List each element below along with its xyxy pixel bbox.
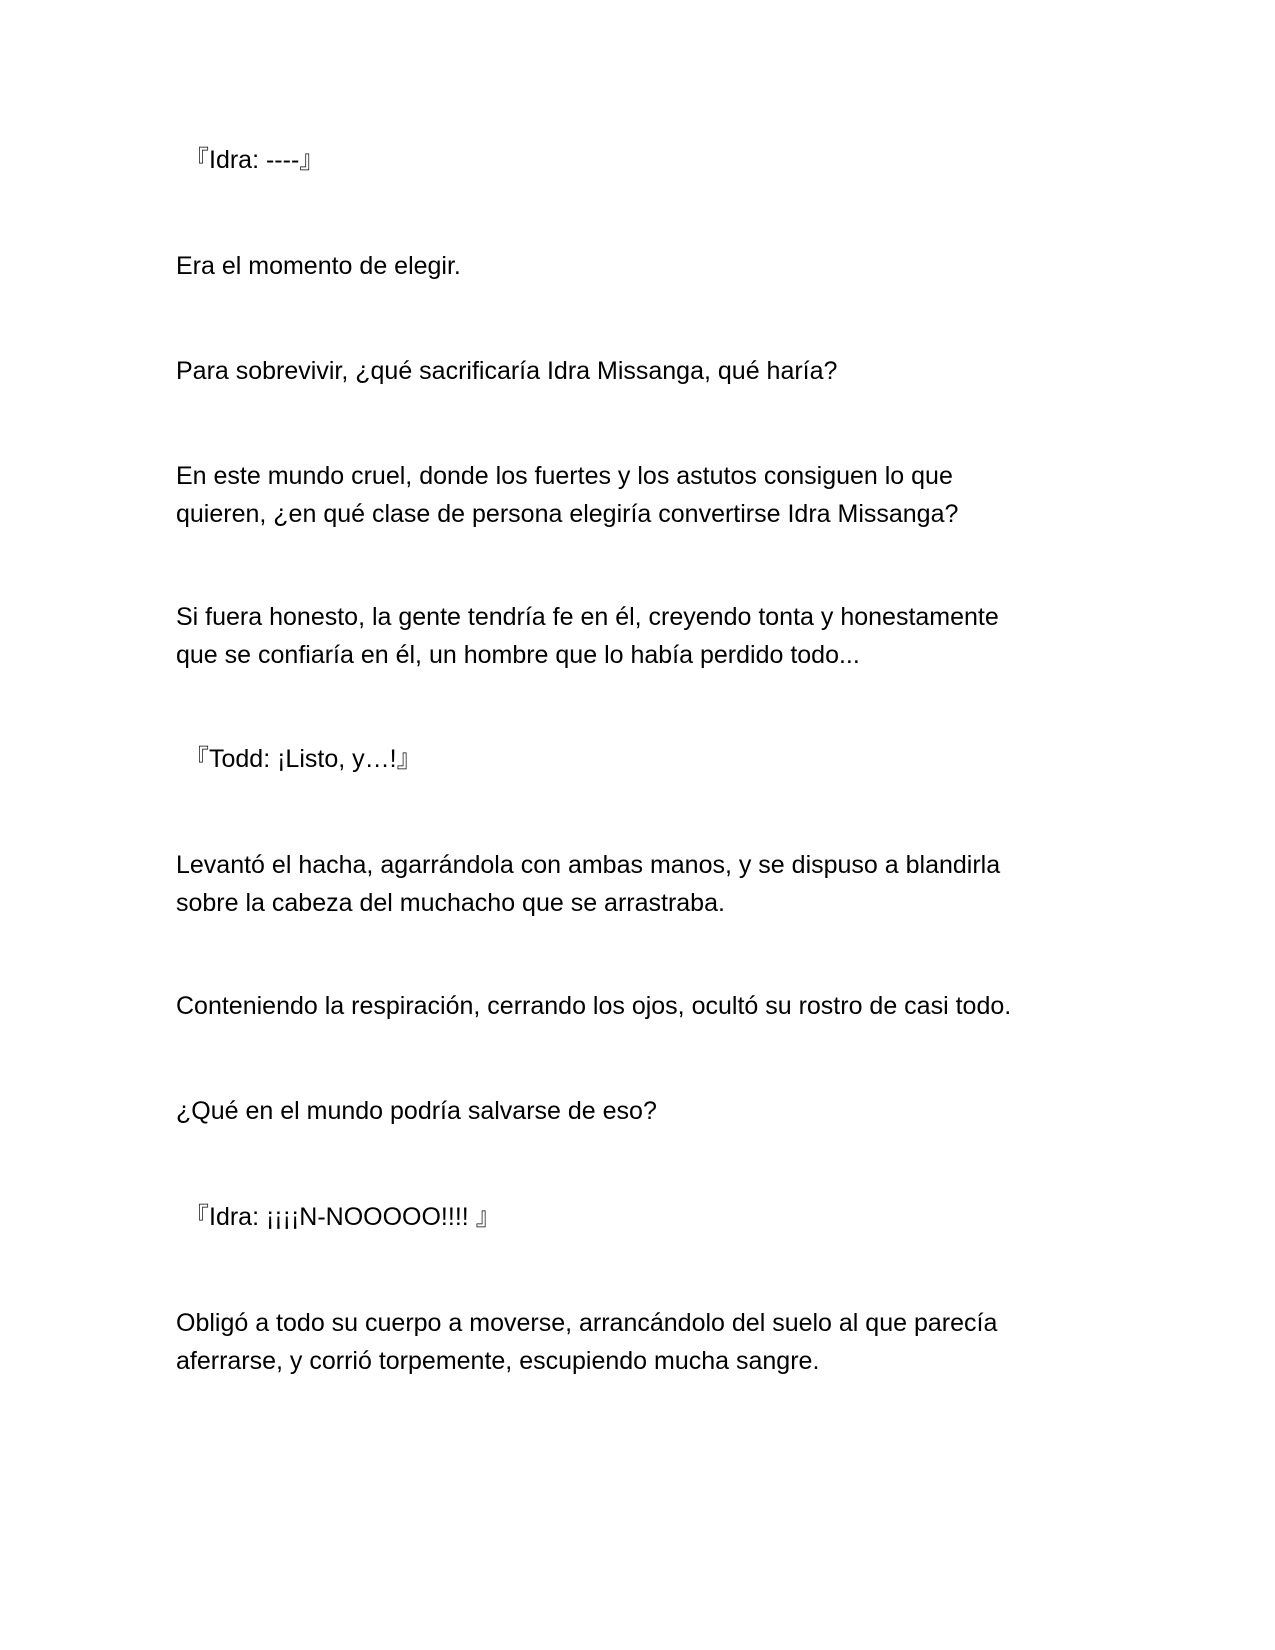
paragraph-line: que se confiaría en él, un hombre que lo había perdido todo... [176, 641, 860, 669]
narration-paragraph [176, 247, 1076, 285]
paragraph-line: Obligó a todo su cuerpo a moverse, arrancándolo del suelo al que parecía [176, 1309, 998, 1337]
paragraph-text: ¿Qué en el mundo podría salvarse de eso? [176, 1097, 657, 1125]
paragraph-text: Era el momento de elegir. [176, 252, 461, 280]
paragraph-line: Si fuera honesto, la gente tendría fe en él, creyendo tonta y honestamente [176, 603, 999, 631]
narration-paragraph [176, 598, 1076, 674]
paragraph-line: En este mundo cruel, donde los fuertes y los astutos consiguen lo que [176, 462, 953, 490]
narration-paragraph [176, 457, 1076, 533]
narration-paragraph [176, 987, 1076, 1025]
narration-paragraph [176, 1304, 1076, 1380]
paragraph-line: aferrarse, y corrió torpemente, escupiendo mucha sangre. [176, 1347, 820, 1375]
paragraph-line: sobre la cabeza del muchacho que se arrastraba. [176, 889, 725, 917]
narration-paragraph [176, 846, 1076, 922]
narration-paragraph [176, 1092, 1076, 1130]
paragraph-line: quieren, ¿en qué clase de persona elegiría convertirse Idra Missanga? [176, 500, 959, 528]
narration-paragraph [176, 352, 1076, 390]
dialogue-line [184, 141, 1084, 179]
paragraph-text: Para sobrevivir, ¿qué sacrificaría Idra Missanga, qué haría? [176, 357, 838, 385]
dialogue-line [184, 740, 1084, 778]
paragraph-line: Levantó el hacha, agarrándola con ambas manos, y se dispuso a blandirla [176, 851, 1001, 879]
paragraph-text: Conteniendo la respiración, cerrando los ojos, ocultó su rostro de casi todo. [176, 992, 1012, 1020]
paragraph-text: 『Idra: ----』 [184, 146, 325, 174]
paragraph-text: 『Todd: ¡Listo, y…!』 [184, 745, 422, 773]
dialogue-line [184, 1198, 1084, 1236]
paragraph-text: 『Idra: ¡¡¡¡N-NOOOOO!!!! 』 [184, 1203, 501, 1231]
